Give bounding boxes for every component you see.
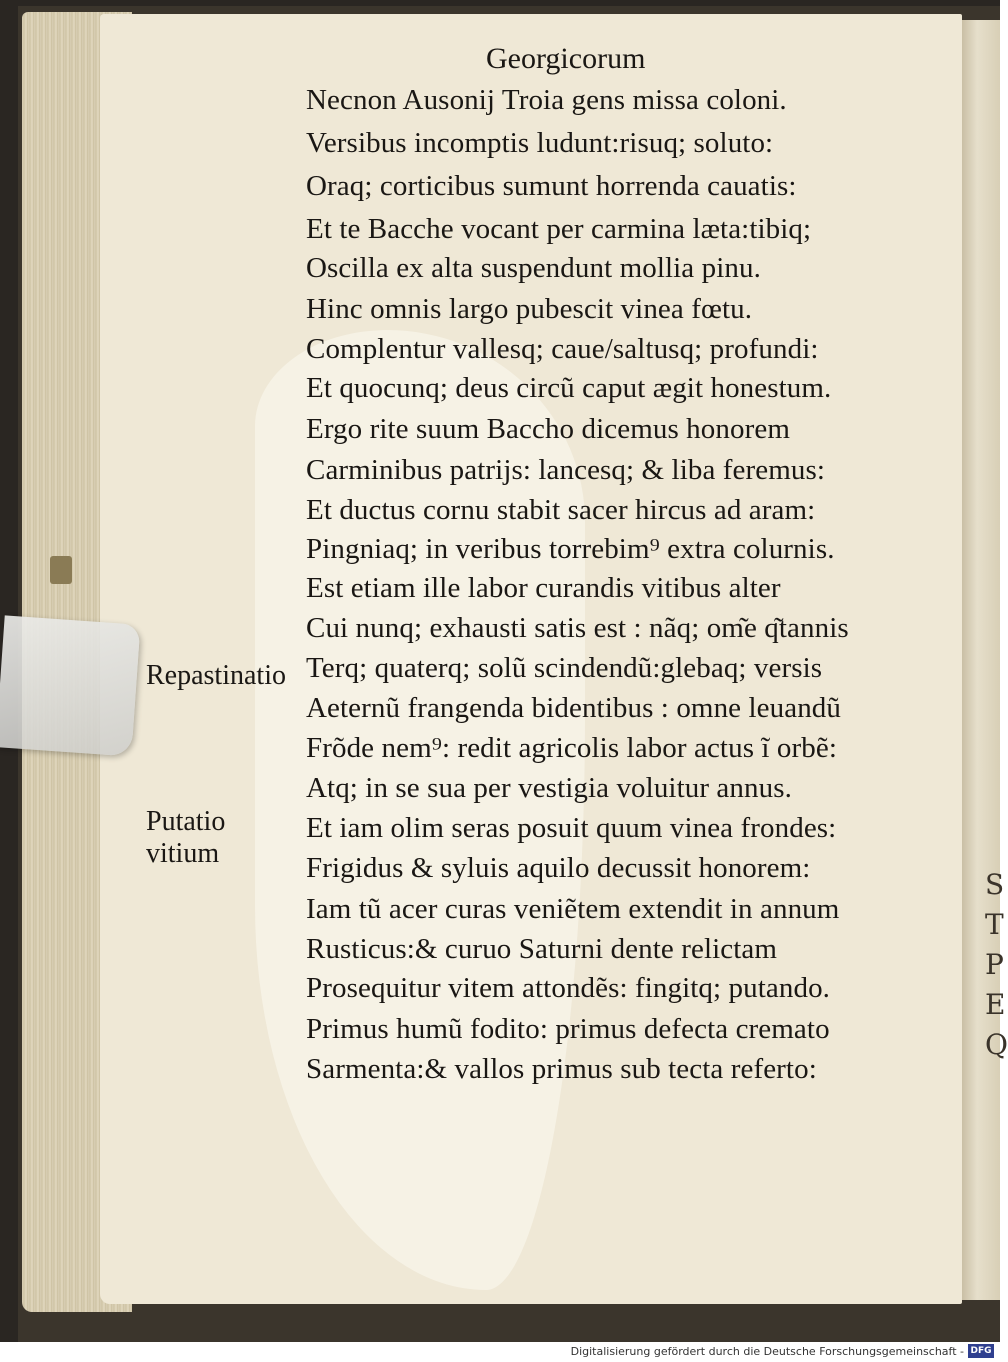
verse-line: Pingniaq; in veribus torrebim⁹ extra colurnis. bbox=[306, 533, 835, 565]
margin-note-vitium: vitium bbox=[146, 838, 220, 869]
right-page-letter: P bbox=[985, 948, 1004, 981]
right-page-letter: Q bbox=[985, 1028, 1008, 1061]
verse-line: Sarmenta:& vallos primus sub tecta referto: bbox=[306, 1053, 817, 1085]
glass-weight bbox=[0, 615, 140, 756]
verse-line: Ergo rite suum Baccho dicemus honorem bbox=[306, 413, 790, 445]
verse-line: Atq; in se sua per vestigia voluitur annus. bbox=[306, 772, 792, 804]
page-header: Georgicorum bbox=[486, 42, 646, 75]
verse-line: Et quocunq; deus circũ caput ægit honestum. bbox=[306, 372, 832, 404]
verse-line: Oraq; corticibus sumunt horrenda cauatis: bbox=[306, 170, 797, 202]
right-page-letter: E bbox=[985, 988, 1006, 1021]
verse-line: Rusticus:& curuo Saturni dente relictam bbox=[306, 933, 778, 965]
verse-line: Et iam olim seras posuit quum vinea frondes: bbox=[306, 812, 837, 844]
verse-line: Frigidus & syluis aquilo decussit honorem: bbox=[306, 852, 811, 884]
verse-line: Est etiam ille labor curandis vitibus alter bbox=[306, 572, 781, 604]
margin-note-putatio: Putatio bbox=[146, 806, 226, 837]
verse-line: Et te Bacche vocant per carmina læta:tibiq; bbox=[306, 213, 812, 245]
page-clip bbox=[50, 556, 72, 584]
dfg-logo: DFG bbox=[968, 1344, 994, 1358]
right-page-letter: S bbox=[985, 868, 1005, 901]
margin-note-repastinatio: Repastinatio bbox=[146, 660, 286, 691]
verse-line: Terq; quaterq; solũ scindendũ:glebaq; versis bbox=[306, 652, 823, 684]
right-page-letter: T bbox=[985, 908, 1004, 941]
verse-line: Carminibus patrijs: lancesq; & liba feremus: bbox=[306, 454, 826, 486]
verse-line: Et ductus cornu stabit sacer hircus ad aram: bbox=[306, 494, 816, 526]
verse-line: Aeternũ frangenda bidentibus : omne leuandũ bbox=[306, 692, 841, 724]
footer-credit: Digitalisierung gefördert durch die Deutsche Forschungsgemeinschaft - bbox=[570, 1345, 964, 1358]
verse-line: Iam tũ acer curas veniẽtem extendit in annum bbox=[306, 893, 840, 925]
verse-line: Hinc omnis largo pubescit vinea fœtu. bbox=[306, 293, 753, 325]
right-page-edge bbox=[962, 20, 1000, 1300]
verse-line: Oscilla ex alta suspendunt mollia pinu. bbox=[306, 252, 761, 284]
verse-line: Versibus incomptis ludunt:risuq; soluto: bbox=[306, 127, 774, 159]
verse-line: Complentur vallesq; caue/saltusq; profundi: bbox=[306, 333, 819, 365]
verse-line: Necnon Ausonij Troia gens missa coloni. bbox=[306, 84, 787, 116]
verse-line: Cui nunq; exhausti satis est : nãq; om͂e q͂tannis bbox=[306, 612, 849, 644]
verse-line: Prosequitur vitem attondẽs: fingitq; putando. bbox=[306, 972, 831, 1004]
verse-line: Primus humũ fodito: primus defecta cremato bbox=[306, 1013, 830, 1045]
verse-line: Frõde nem⁹: redit agricolis labor actus ĩ orbẽ: bbox=[306, 732, 838, 764]
